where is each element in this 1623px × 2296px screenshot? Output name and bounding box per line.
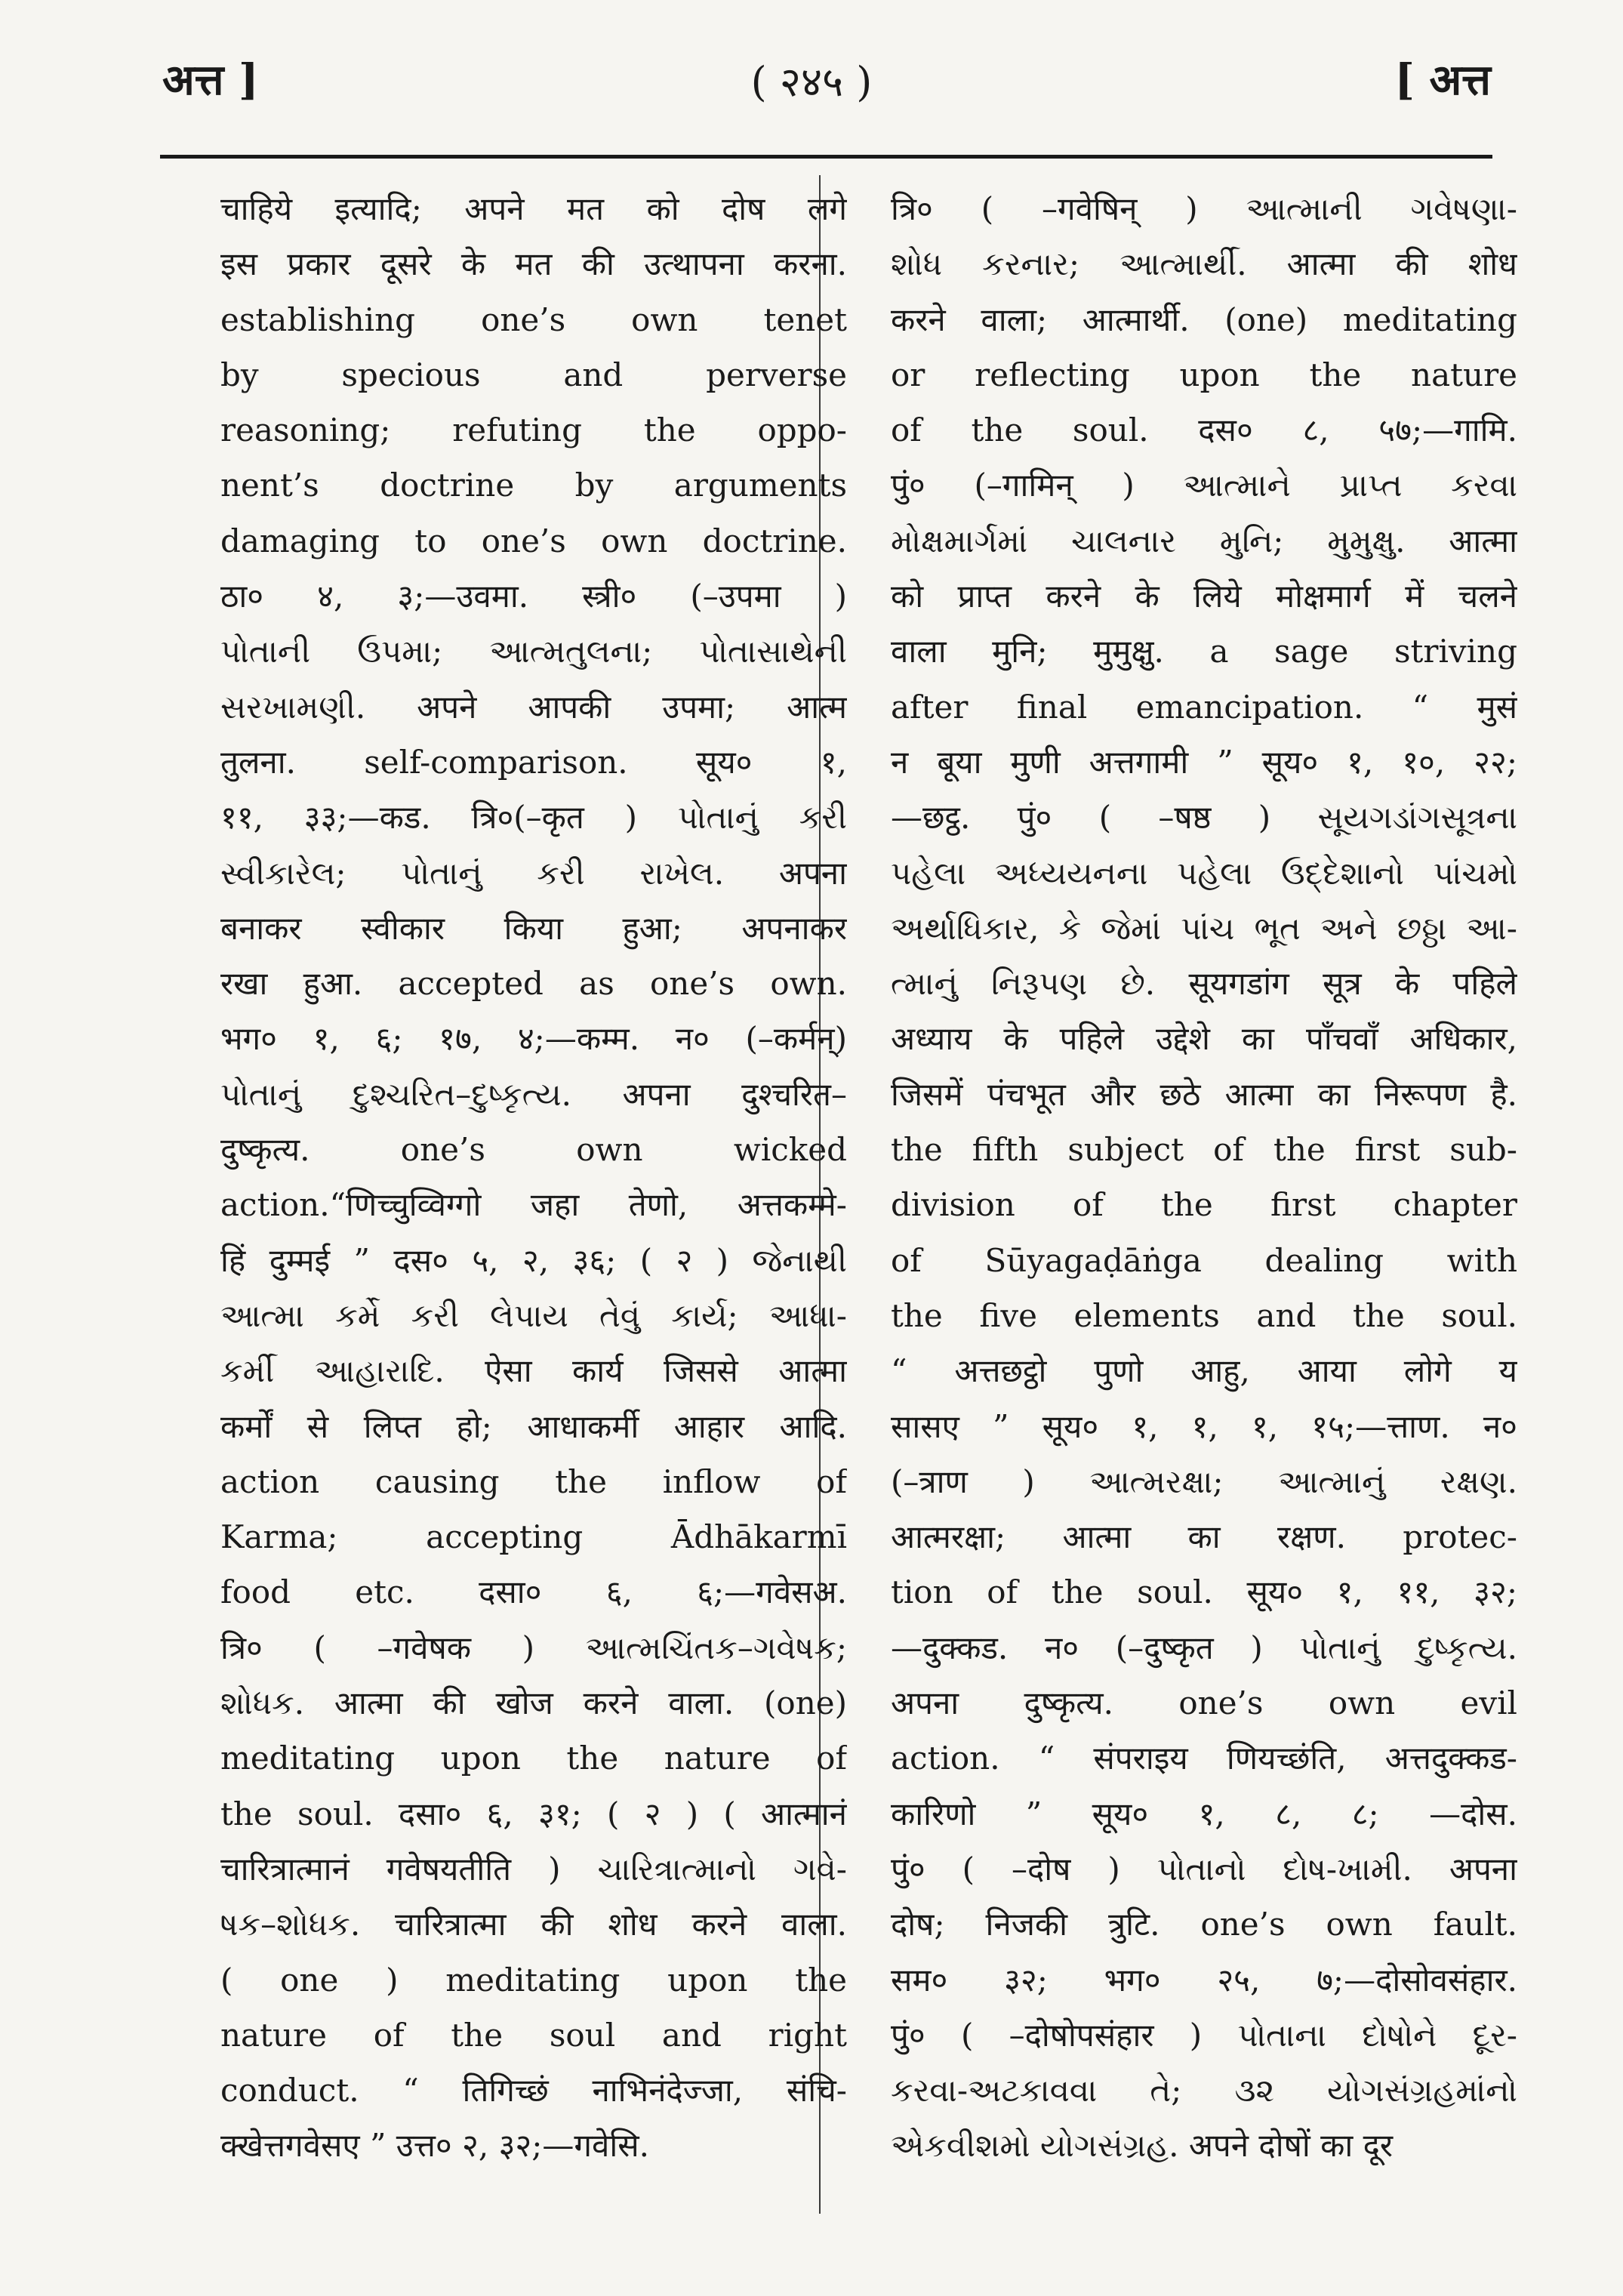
text-line: of the soul. दस० ८, ५७;—गामि. [891,411,1517,449]
text-line: by specious and perverse [220,356,847,393]
page-number: ( २४५ ) [750,58,873,106]
text-line: મોક્ષમાર્ગમાં ચાલનાર મુનિ; મુમુક્ષુ. आत्मा [891,522,1517,559]
text-line: भग० १, ६; १७, ४;—कम्म. न० (–कर्मन्) [220,1020,847,1058]
text-line: तुलना. self-comparison. सूय० १, [220,743,847,781]
text-line: करने वाला; आत्मार्थी. (one) meditating [891,300,1517,338]
text-line: अध्याय के पहिले उद्देशे का पाँचवाँ अधिकार, [891,1020,1517,1058]
text-line: सासए ” सूय० १, १, १, १५;—त्ताण. न० [891,1407,1517,1445]
text-line: tion of the soul. सूय० १, ११, ३२; [891,1573,1517,1611]
text-line: reasoning; refuting the oppo- [220,411,847,449]
text-line: એકવીશમો યોગસંગ્રહ. अपने दोषों का दूर [891,2127,1394,2165]
text-line: रखा हुआ. accepted as one’s own. [220,965,847,1003]
text-line: food etc. दसा० ६, ६;—गवेसअ. [220,1573,847,1611]
header-left-guide-word: अत्त ] [162,55,259,105]
text-line: हिं दुम्मई ” दस० ५, २, ३६; ( २ ) જેનાથી [220,1241,847,1279]
text-line: division of the first chapter [891,1186,1517,1224]
text-line: (–त्राण ) આત્મરક્ષા; આત્માનું રક્ષણ. [891,1462,1517,1500]
text-line: કરવા-અટકાવવા તે; ૩૨ યોગસંગ્રહમાંનો [891,2072,1517,2110]
text-line: શોધક. आत्मा की खोज करने वाला. (one) [220,1684,847,1722]
text-line: પોતાની ઉપમા; આત્મતુલના; પોતાસાથેની [220,633,847,670]
text-line: वाला मुनि; मुमुक्षु. a sage striving [891,633,1517,670]
text-line: ષક–શોધક. चारित्रात्मा की शोध करने वाला. [220,1906,847,1943]
text-line: nature of the soul and right [220,2016,847,2054]
text-line: conduct. “ तिगिच्छं नाभिनंदेज्जा, संचि- [220,2072,847,2110]
text-line: કર્મી આહારાદિ. ऐसा कार्य जिससे आत्मा [220,1352,847,1390]
text-line: चारित्रात्मानं गवेषयतीति ) ચારિત્રાત્માનો ગવે- [220,1850,847,1888]
text-line: पुं० ( –दोषोपसंहार ) પોતાના દોષોને દૂર- [891,2016,1517,2054]
text-line: न बूया मुणी अत्तगामी ” सूय० १, १०, २२; [891,743,1517,781]
text-line: સ્વીકારેલ; પોતાનું કરી રાખેલ. अपना [220,854,847,892]
text-line: बनाकर स्वीकार किया हुआ; अपनाकर [220,909,847,947]
text-line: पुं० ( –दोष ) પોતાનો દોષ-ખામી. अपना [891,1850,1517,1888]
text-line: of Sūyagaḍāṅga dealing with [891,1241,1517,1279]
text-line: दुष्कृत्य. one’s own wicked [220,1131,847,1169]
header-rule [160,155,1492,159]
text-line: પહેલા અધ્યયનના પહેલા ઉદ્દેશાનો પાંચમો [891,854,1517,892]
text-line: —छट्ठ. पुं० ( –षष्ठ ) સૂયગડાંગસૂત્રના [891,799,1517,837]
text-line: meditating upon the nature of [220,1740,847,1777]
text-line: damaging to one’s own doctrine. [220,522,847,559]
text-line: चाहिये इत्यादि; अपने मत को दोष लगे [220,190,847,227]
text-line: Karma; accepting Ādhākarmī [220,1518,847,1556]
text-line: जिसमें पंचभूत और छठे आत्मा का निरूपण है. [891,1075,1517,1113]
text-line: the soul. दसा० ६, ३१; ( २ ) ( आत्मानं [220,1795,847,1832]
text-line: त्रि० ( –गवेषक ) આત્મચિંતક–ગવેષક; [220,1629,847,1666]
text-line: after final emancipation. “ मुसं [891,688,1517,726]
text-line: action. “ संपराइय णियच्छंति, अत्तदुक्कड- [891,1740,1517,1777]
left-column [220,181,847,2174]
right-column [891,181,1517,2174]
text-line: આત્મા કર્મે કરી લેપાય તેવું કાર્ય; આધા- [220,1296,847,1334]
text-line: ત્માનું નિરૂપણ છે. सूयगडांग सूत्र के पहिले [891,965,1517,1003]
text-line: અર્થાધિકાર, કે જેમાં પાંચ ભૂત અને છઠ્ઠા આ- [891,909,1517,947]
text-line: पुं० (–गामिन् ) આત્માને પ્રાપ્ત કરવા [891,467,1517,504]
text-line: પોતાનું દુશ્ચરિત–દુષ્કૃત્ય. अपना दुश्चरित– [220,1075,847,1113]
text-line: action.“णिच्चुव्विग्गो जहा तेणो, अत्तकम्मे- [220,1186,847,1224]
text-line: the five elements and the soul. [891,1296,1517,1334]
text-line: ( one ) meditating upon the [220,1961,847,1999]
text-line: the fifth subject of the first sub- [891,1131,1517,1169]
text-line: आत्मरक्षा; आत्मा का रक्षण. protec- [891,1518,1517,1556]
text-line: શોધ કરનાર; આત્માર્થી. आत्मा की शोध [891,245,1517,283]
text-line: सम० ३२; भग० २५, ७;—दोसोवसंहार. [891,1961,1517,1999]
text-line: इस प्रकार दूसरे के मत की उत्थापना करना. [220,245,847,283]
text-line: or reflecting upon the nature [891,356,1517,393]
text-line: “ अत्तछट्ठो पुणो आहु, आया लोगे य [891,1352,1517,1390]
text-line: को प्राप्त करने के लिये मोक्षमार्ग में चलने [891,578,1517,615]
text-line: સરખામણી. अपने आपकी उपमा; आत्म [220,688,847,726]
text-line: action causing the inflow of [220,1462,847,1500]
text-line: क्खेत्तगवेसए ” उत्त० २, ३२;—गवेसि. [220,2127,650,2165]
text-line: ११, ३३;—कड. त्रि०(–कृत ) પોતાનું કરી [220,799,847,837]
header-right-guide-word: [ अत्त [1394,55,1491,105]
text-line: त्रि० ( –गवेषिन् ) આત્માની ગવેષણા- [891,190,1517,227]
text-line: ठा० ४, ३;—उवमा. स्त्री० (–उपमा ) [220,578,847,615]
text-line: दोष; निजकी त्रुटि. one’s own fault. [891,1906,1517,1943]
text-line: कारिणो ” सूय० १, ८, ८; —दोस. [891,1795,1517,1832]
text-line: —दुक्कड. न० (–दुष्कृत ) પોતાનું દુષ્કૃત્ય. [891,1629,1517,1666]
text-line: establishing one’s own tenet [220,300,847,338]
text-line: अपना दुष्कृत्य. one’s own evil [891,1684,1517,1722]
text-line: कर्मों से लिप्त हो; आधाकर्मी आहार आदि. [220,1407,847,1445]
text-line: nent’s doctrine by arguments [220,467,847,504]
